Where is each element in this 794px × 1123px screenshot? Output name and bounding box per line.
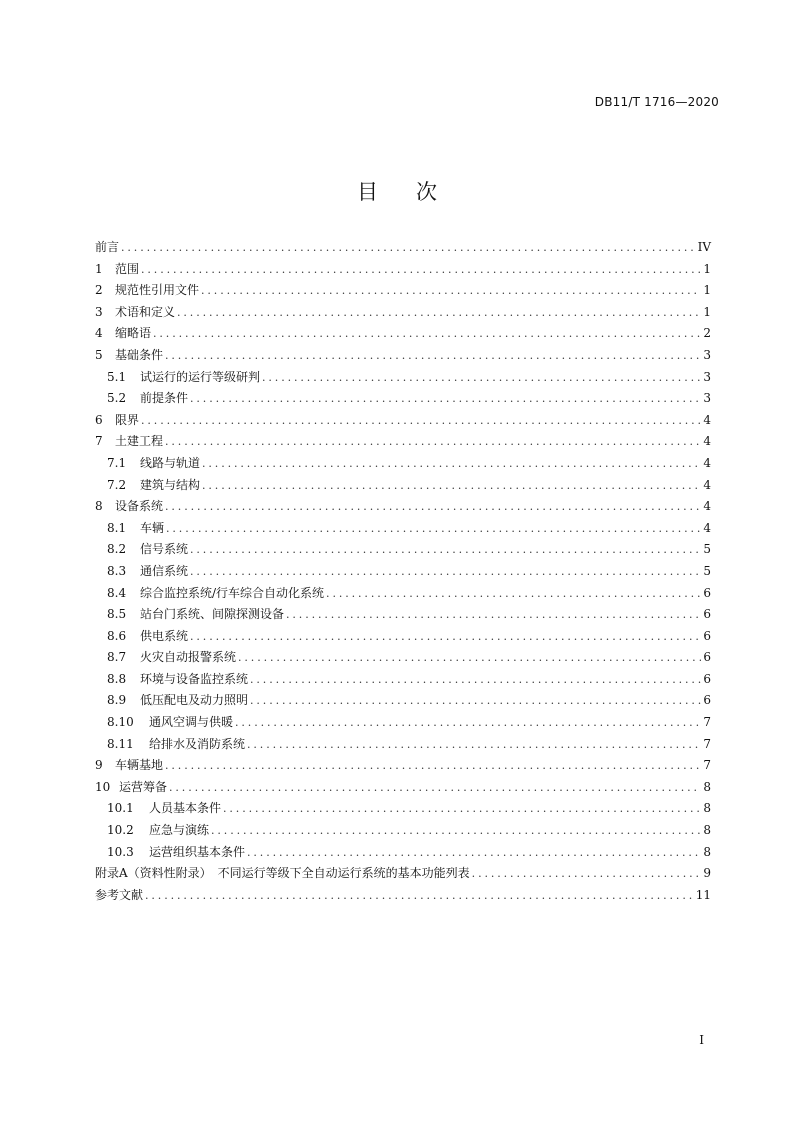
toc-entry[interactable] <box>95 324 711 346</box>
toc-entry-number: 8.11 <box>107 736 134 751</box>
toc-entry-label: 信号系统 <box>140 542 189 557</box>
toc-leader-dots <box>247 738 701 751</box>
toc-leader-dots <box>190 392 701 405</box>
toc-entry-number: 8.10 <box>107 715 134 730</box>
toc-entry-page: 8 <box>703 823 711 838</box>
toc-entry-label: 建筑与结构 <box>140 477 201 492</box>
toc-entry-label: 站台门系统、间隙探测设备 <box>140 607 285 622</box>
toc-entry[interactable] <box>95 411 711 433</box>
toc-entry[interactable] <box>95 778 711 800</box>
toc-leader-dots <box>202 479 701 492</box>
document-code: DB11/T 1716—2020 <box>594 95 719 109</box>
toc-entry-label: 综合监控系统/行车综合自动化系统 <box>140 585 325 600</box>
toc-entry[interactable] <box>95 670 711 692</box>
toc-entry[interactable] <box>95 799 711 821</box>
toc-entry-number: 9 <box>95 758 103 773</box>
toc-entry-page: 4 <box>703 499 711 514</box>
toc-entry-number: 4 <box>95 326 103 341</box>
toc-leader-dots <box>190 630 701 643</box>
toc-leader-dots <box>177 306 701 319</box>
toc-entry-number: 10.1 <box>107 801 134 816</box>
toc-entry-number: 8.6 <box>107 628 127 643</box>
toc-entry-page: 1 <box>703 283 711 298</box>
toc-entry-number: 10.3 <box>107 844 134 859</box>
toc-entry-number: 8.2 <box>107 542 127 557</box>
toc-entry-page: 7 <box>703 758 711 773</box>
toc-entry-page: 4 <box>703 477 711 492</box>
toc-entry-number: 8.1 <box>107 520 127 535</box>
toc-entry-page: 8 <box>703 801 711 816</box>
toc-entry-number: 8.7 <box>107 650 127 665</box>
toc-entry[interactable] <box>95 346 711 368</box>
toc-entry-number: 7.2 <box>107 477 127 492</box>
toc-entry-page: 9 <box>703 866 711 881</box>
toc-entry[interactable] <box>95 303 711 325</box>
toc-entry-page: 6 <box>703 607 711 622</box>
toc-entry-label: 土建工程 <box>115 434 164 449</box>
toc-entry[interactable] <box>95 756 711 778</box>
toc-entry[interactable] <box>95 648 711 670</box>
toc-entry-label: 通风空调与供暖 <box>149 715 234 730</box>
toc-entry-number: 8 <box>95 499 103 514</box>
toc-leader-dots <box>250 694 701 707</box>
toc-entry-page: 7 <box>703 736 711 751</box>
toc-entry-label: 范围 <box>115 261 140 276</box>
toc-entry-page: 4 <box>703 520 711 535</box>
toc-entry-page: 8 <box>703 779 711 794</box>
toc-entry-number: 8.8 <box>107 671 127 686</box>
toc-leader-dots <box>165 349 701 362</box>
toc-entry-label: 规范性引用文件 <box>115 283 200 298</box>
toc-entry-label: 车辆 <box>140 520 165 535</box>
toc-leader-dots <box>165 759 701 772</box>
toc-entry-number: 8.4 <box>107 585 127 600</box>
toc-entry-page: 1 <box>703 304 711 319</box>
toc-leader-dots <box>262 371 701 384</box>
toc-entry-label: 通信系统 <box>140 563 189 578</box>
toc-entry-label: 环境与设备监控系统 <box>140 671 249 686</box>
toc-entry-page: 3 <box>703 347 711 362</box>
toc-entry[interactable] <box>95 584 711 606</box>
toc-entry-page: 5 <box>703 563 711 578</box>
toc-leader-dots <box>250 673 701 686</box>
toc-entry-number: 5.1 <box>107 369 127 384</box>
toc-entry-label: 前提条件 <box>140 391 189 406</box>
toc-leader-dots <box>141 263 701 276</box>
toc-entry-label: 附录A（资料性附录） 不同运行等级下全自动运行系统的基本功能列表 <box>95 866 470 881</box>
toc-entry-page: 5 <box>703 542 711 557</box>
table-of-contents <box>95 238 711 907</box>
toc-entry[interactable] <box>95 540 711 562</box>
toc-entry[interactable] <box>95 864 711 886</box>
toc-entry[interactable] <box>95 562 711 584</box>
toc-entry-label: 运营筹备 <box>119 779 168 794</box>
toc-entry-number: 8.5 <box>107 607 127 622</box>
toc-entry-number: 3 <box>95 304 103 319</box>
toc-entry[interactable] <box>95 281 711 303</box>
toc-entry-page: 4 <box>703 434 711 449</box>
toc-entry[interactable] <box>95 432 711 454</box>
toc-leader-dots <box>190 565 701 578</box>
toc-entry[interactable] <box>95 238 711 260</box>
toc-entry-page: 3 <box>703 391 711 406</box>
toc-entry[interactable] <box>95 735 711 757</box>
toc-leader-dots <box>202 457 701 470</box>
toc-entry-page: 6 <box>703 671 711 686</box>
toc-entry-number: 6 <box>95 412 103 427</box>
toc-leader-dots <box>153 327 701 340</box>
toc-entry-label: 火灾自动报警系统 <box>140 650 237 665</box>
toc-entry-number: 2 <box>95 283 103 298</box>
toc-leader-dots <box>145 889 694 902</box>
toc-entry-label: 参考文献 <box>95 887 144 902</box>
toc-leader-dots <box>326 587 701 600</box>
toc-entry-page: 11 <box>695 887 711 902</box>
page-title: 目次 <box>357 180 475 204</box>
toc-entry-page: 6 <box>703 585 711 600</box>
toc-entry-label: 术语和定义 <box>115 304 176 319</box>
toc-entry-number: 5.2 <box>107 391 127 406</box>
toc-entry-label: 人员基本条件 <box>149 801 222 816</box>
toc-entry-page: 4 <box>703 455 711 470</box>
toc-entry-number: 10 <box>95 779 111 794</box>
toc-entry-label: 基础条件 <box>115 347 164 362</box>
toc-leader-dots <box>121 241 696 254</box>
toc-entry[interactable] <box>95 627 711 649</box>
toc-entry-page: IV <box>697 240 711 254</box>
toc-entry-label: 缩略语 <box>115 326 152 341</box>
toc-entry-number: 7.1 <box>107 455 127 470</box>
toc-entry-page: 6 <box>703 693 711 708</box>
toc-entry[interactable] <box>95 713 711 735</box>
toc-entry-page: 2 <box>703 326 711 341</box>
toc-entry-label: 限界 <box>115 412 140 427</box>
toc-entry-label: 应急与演练 <box>149 823 210 838</box>
toc-entry[interactable] <box>95 454 711 476</box>
toc-leader-dots <box>166 522 701 535</box>
toc-leader-dots <box>165 500 701 513</box>
toc-leader-dots <box>165 435 701 448</box>
toc-leader-dots <box>223 802 701 815</box>
toc-entry[interactable] <box>95 605 711 627</box>
toc-leader-dots <box>247 846 701 859</box>
toc-entry[interactable] <box>95 691 711 713</box>
page-number: I <box>699 1033 704 1047</box>
toc-entry-label: 设备系统 <box>115 499 164 514</box>
toc-entry-page: 8 <box>703 844 711 859</box>
toc-entry-label: 低压配电及动力照明 <box>140 693 249 708</box>
toc-entry[interactable] <box>95 476 711 498</box>
toc-entry[interactable] <box>95 260 711 282</box>
toc-leader-dots <box>190 543 701 556</box>
toc-entry-number: 1 <box>95 261 103 276</box>
toc-entry-number: 8.9 <box>107 693 127 708</box>
toc-entry-label: 运营组织基本条件 <box>149 844 246 859</box>
toc-entry[interactable] <box>95 886 711 908</box>
toc-leader-dots <box>238 651 701 664</box>
toc-entry-page: 7 <box>703 715 711 730</box>
toc-entry-number: 8.3 <box>107 563 127 578</box>
toc-leader-dots <box>141 414 701 427</box>
toc-entry-label: 供电系统 <box>140 628 189 643</box>
toc-leader-dots <box>286 608 701 621</box>
toc-entry-number: 5 <box>95 347 103 362</box>
toc-entry[interactable] <box>95 821 711 843</box>
toc-entry-number: 7 <box>95 434 103 449</box>
toc-entry[interactable] <box>95 519 711 541</box>
toc-entry-label: 线路与轨道 <box>140 455 201 470</box>
toc-entry-page: 1 <box>703 261 711 276</box>
toc-leader-dots <box>169 781 701 794</box>
toc-entry[interactable] <box>95 389 711 411</box>
toc-entry-page: 6 <box>703 628 711 643</box>
toc-leader-dots <box>201 284 701 297</box>
toc-entry-label: 前言 <box>95 240 120 254</box>
toc-leader-dots <box>472 867 701 880</box>
toc-entry-label: 试运行的运行等级研判 <box>140 369 261 384</box>
toc-entry[interactable] <box>95 843 711 865</box>
toc-entry-page: 4 <box>703 412 711 427</box>
toc-entry-number: 10.2 <box>107 823 134 838</box>
toc-entry[interactable] <box>95 368 711 390</box>
toc-leader-dots <box>235 716 701 729</box>
toc-leader-dots <box>211 824 701 837</box>
toc-entry-label: 车辆基地 <box>115 758 164 773</box>
toc-entry-page: 3 <box>703 369 711 384</box>
toc-entry-label: 给排水及消防系统 <box>149 736 246 751</box>
toc-entry[interactable] <box>95 497 711 519</box>
toc-entry-page: 6 <box>703 650 711 665</box>
